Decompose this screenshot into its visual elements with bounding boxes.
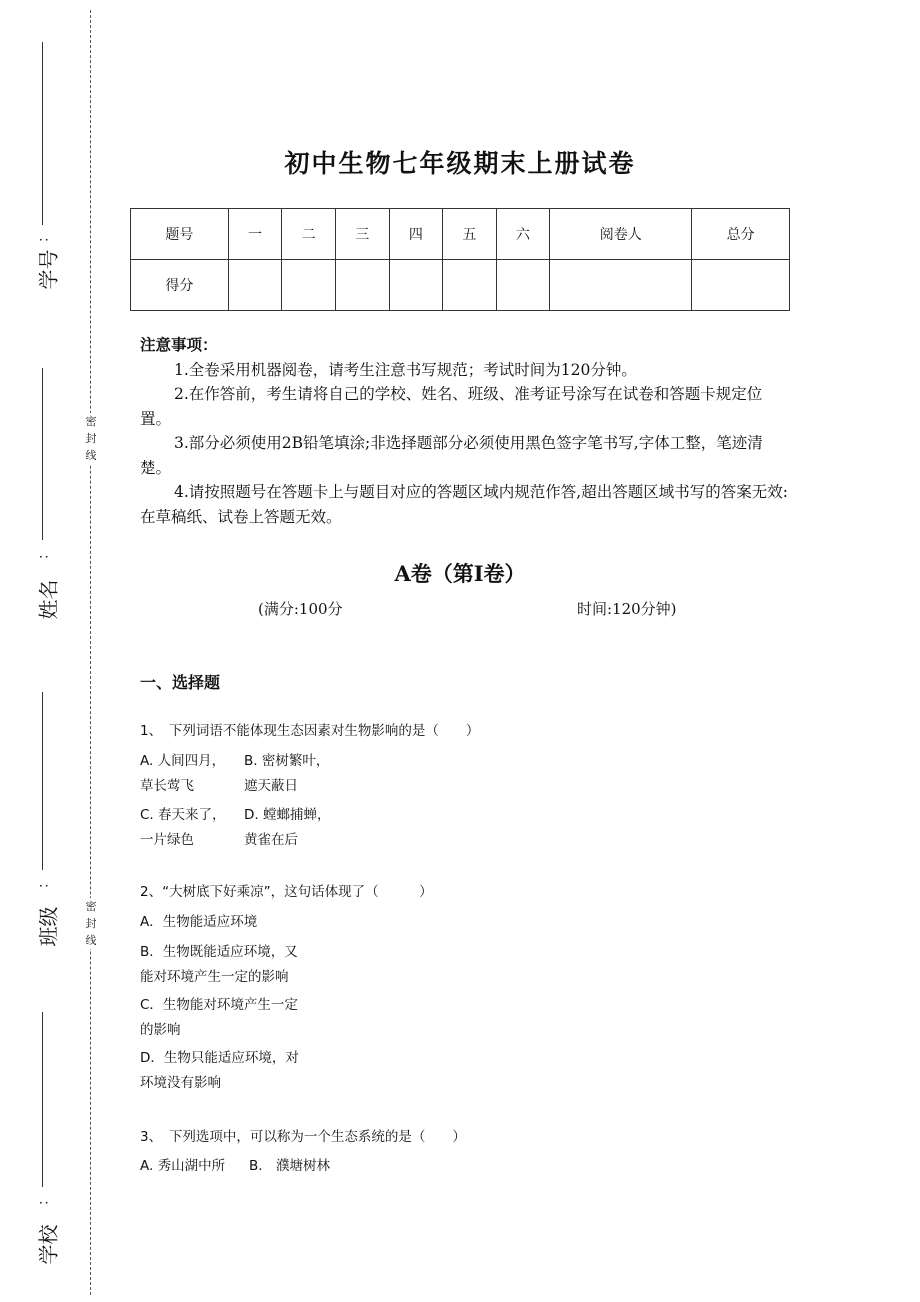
option-text: C. 春天来了， xyxy=(140,807,226,823)
class-line xyxy=(42,692,43,870)
part-title: 一、选择题 xyxy=(140,673,221,692)
option-c[interactable] xyxy=(140,993,298,1043)
section-title: A卷（第I卷） xyxy=(394,561,526,586)
option-text: 环境没有影响 xyxy=(140,1075,221,1091)
option-text: A. 人间四月， xyxy=(140,753,226,769)
question-stem: 1、 下列词语不能体现生态因素对生物影响的是（ ） xyxy=(140,723,480,739)
question-stem: 2、“大树底下好乘凉”，这句话体现了（ ） xyxy=(140,884,433,900)
school-line xyxy=(42,1012,43,1187)
table-row xyxy=(131,260,790,311)
score-cell[interactable] xyxy=(443,260,497,311)
table-row xyxy=(131,209,790,260)
table-header-cell: 二 xyxy=(282,209,336,260)
score-cell[interactable] xyxy=(550,260,692,311)
option-a[interactable] xyxy=(140,749,225,799)
notes-item: 4.请按照题号在答题卡上与题目对应的答题区域内规范作答,超出答题区域书写的答案无效:在草稿纸、试卷上答题无效。 xyxy=(140,483,788,526)
name-label: 姓名 xyxy=(36,579,61,620)
option-text: 草长莺飞 xyxy=(140,778,194,794)
option-text: C．生物能对环境产生一定 xyxy=(140,997,298,1013)
page-title: 初中生物七年级期末上册试卷 xyxy=(284,149,636,178)
score-cell[interactable] xyxy=(692,260,790,311)
score-table xyxy=(130,208,790,311)
class-label: 班级 xyxy=(36,906,61,947)
seal-text: 密封线 xyxy=(85,900,97,947)
student-id-line xyxy=(42,42,43,225)
option-c[interactable] xyxy=(140,803,226,853)
option-a[interactable] xyxy=(140,1154,225,1179)
table-header-cell: 五 xyxy=(443,209,497,260)
option-text: B．生物既能适应环境，又 xyxy=(140,944,298,960)
table-header-cell: 一 xyxy=(228,209,282,260)
option-b[interactable] xyxy=(244,749,329,799)
student-id-label: 学号 xyxy=(36,249,61,290)
option-text: B. 密树繁叶， xyxy=(244,753,330,769)
score-cell[interactable] xyxy=(389,260,443,311)
option-text: 一片绿色 xyxy=(140,832,194,848)
option-text: D. 螳螂捕蝉， xyxy=(244,807,331,823)
class-colon: ： xyxy=(36,875,52,889)
notes-section xyxy=(140,333,790,529)
seal-text: 密封线 xyxy=(85,415,97,462)
option-text: 遮天蔽日 xyxy=(244,778,298,794)
table-header-cell: 三 xyxy=(335,209,389,260)
table-header-cell: 四 xyxy=(389,209,443,260)
score-cell[interactable] xyxy=(282,260,336,311)
name-line xyxy=(42,368,43,540)
option-text: D．生物只能适应环境，对 xyxy=(140,1050,299,1066)
notes-item: 1.全卷采用机器阅卷，请考生注意书写规范；考试时间为120分钟。 xyxy=(174,360,637,379)
name-colon: ： xyxy=(36,546,52,560)
table-header-cell: 总分 xyxy=(692,209,790,260)
score-row-label: 得分 xyxy=(131,260,229,311)
notes-item: 2.在作答前，考生请将自己的学校、姓名、班级、准考证号涂写在试卷和答题卡规定位置。 xyxy=(140,385,763,428)
option-d[interactable] xyxy=(140,1046,299,1096)
notes-item: 3.部分必须使用2B铅笔填涂;非选择题部分必须使用黑色签字笔书写,字体工整，笔迹清楚。 xyxy=(140,434,763,477)
school-colon: ： xyxy=(36,1192,52,1206)
exam-time: 时间:120分钟) xyxy=(577,600,677,618)
option-text: A．生物能适应环境 xyxy=(140,914,258,930)
table-header-cell: 阅卷人 xyxy=(550,209,692,260)
table-header-cell: 题号 xyxy=(131,209,229,260)
option-text: 能对环境产生一定的影响 xyxy=(140,969,289,985)
option-d[interactable] xyxy=(244,803,330,853)
seal-dashed-line xyxy=(90,10,91,1295)
full-score: (满分:100分 xyxy=(258,600,343,618)
table-header-cell: 六 xyxy=(496,209,550,260)
student-id-colon: ： xyxy=(36,229,52,243)
option-text: 黄雀在后 xyxy=(244,832,298,848)
option-text: B. 濮塘树林 xyxy=(249,1158,331,1174)
score-cell[interactable] xyxy=(496,260,550,311)
option-a[interactable] xyxy=(140,910,257,935)
option-text: 的影响 xyxy=(140,1022,181,1038)
notes-heading: 注意事项： xyxy=(140,335,218,354)
score-cell[interactable] xyxy=(228,260,282,311)
option-b[interactable] xyxy=(249,1154,330,1179)
school-label: 学校 xyxy=(36,1224,61,1265)
question-stem: 3、 下列选项中，可以称为一个生态系统的是（ ） xyxy=(140,1129,466,1145)
option-text: A. 秀山湖中所 xyxy=(140,1158,226,1174)
option-b[interactable] xyxy=(140,940,298,990)
score-cell[interactable] xyxy=(335,260,389,311)
